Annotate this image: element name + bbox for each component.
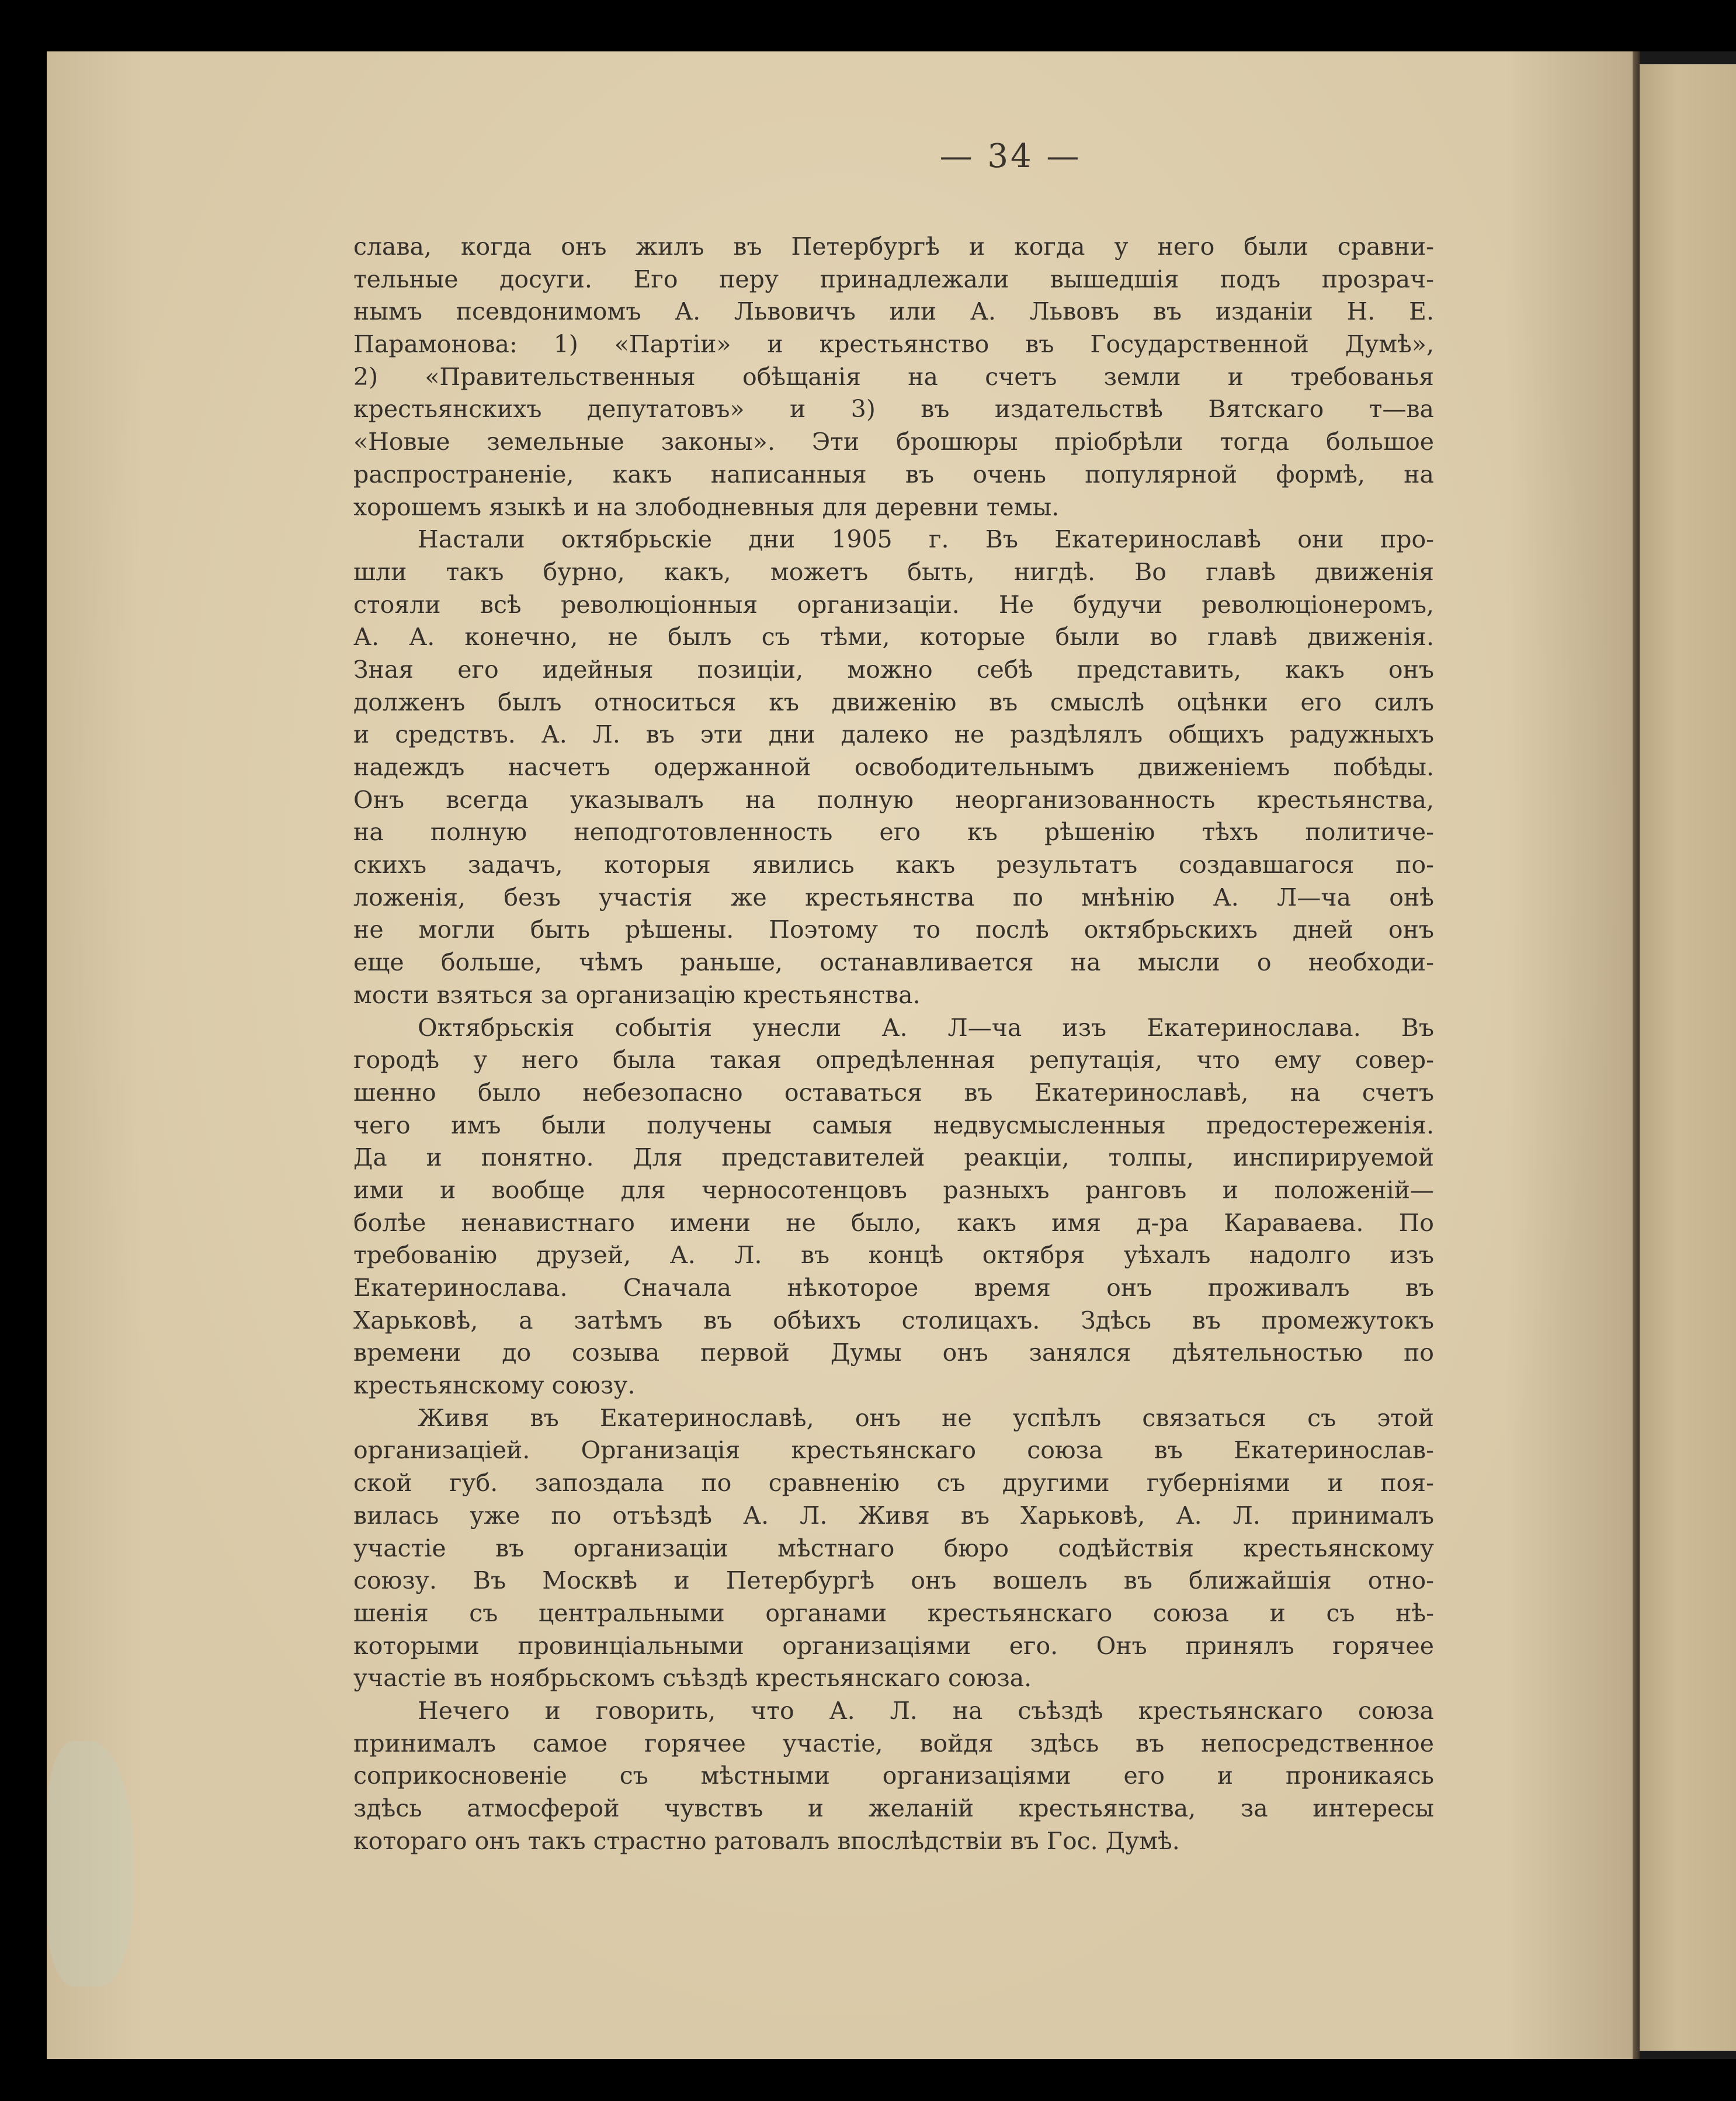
text-line: ской губ. запоздала по сравненію съ другими губерніями и поя- [353, 1469, 1434, 1497]
text-line: городѣ у него была такая опредѣленная репутація, что ему совер- [353, 1046, 1434, 1074]
text-line: надеждъ насчетъ одержанной освободительнымъ движеніемъ побѣды. [353, 753, 1434, 781]
text-line: шли такъ бурно, какъ, можетъ быть, нигдѣ. Во главѣ движенія [353, 557, 1434, 586]
text-line: крестьянскому союзу. [353, 1371, 636, 1400]
text-line: котораго онъ такъ страстно ратовалъ впослѣдствіи въ Гос. Думѣ. [353, 1826, 1180, 1855]
paragraph [353, 1695, 1434, 1857]
text-line: мости взяться за организацію крестьянства. [353, 980, 921, 1009]
text-line: Нечего и говорить, что А. Л. на съѣздѣ крестьянскаго союза [418, 1696, 1434, 1725]
text-line: еще больше, чѣмъ раньше, останавливается на мысли о необходи- [353, 948, 1434, 977]
text-line: ложенія, безъ участія же крестьянства по мнѣнію А. Л—ча онѣ [353, 883, 1434, 911]
text-line: болѣе ненавистнаго имени не было, какъ имя д-ра Караваева. По [353, 1208, 1434, 1237]
text-line: 2) «Правительственныя обѣщанія на счетъ земли и требованья [353, 362, 1434, 391]
paragraph [353, 523, 1434, 1011]
text-line: Октябрьскія событія унесли А. Л—ча изъ Екатеринослава. Въ [418, 1013, 1434, 1042]
text-line: хорошемъ языкѣ и на злободневныя для деревни темы. [353, 493, 1060, 521]
paragraph [353, 231, 1434, 523]
text-line: и средствъ. А. Л. въ эти дни далеко не раздѣлялъ общихъ радужныхъ [353, 720, 1434, 749]
text-line: участіе въ ноябрьскомъ съѣздѣ крестьянскаго союза. [353, 1664, 1032, 1693]
text-line: Екатеринослава. Сначала нѣкоторое время онъ проживалъ въ [353, 1274, 1434, 1302]
paper-stain [47, 1741, 134, 1986]
text-line: ими и вообще для черносотенцовъ разныхъ ранговъ и положеній— [353, 1176, 1434, 1204]
text-line: Онъ всегда указывалъ на полную неорганизованность крестьянства, [353, 785, 1434, 814]
text-line: требованію друзей, А. Л. въ концѣ октября уѣхалъ надолго изъ [353, 1241, 1434, 1270]
text-line: скихъ задачъ, которыя явились какъ результатъ создавшагося по- [353, 851, 1434, 879]
text-line: нымъ псевдонимомъ А. Львовичъ или А. Львовъ въ изданіи Н. Е. [353, 297, 1434, 326]
text-line: долженъ былъ относиться къ движенію въ смыслѣ оцѣнки его силъ [353, 688, 1434, 716]
page-number: — 34 — [939, 137, 1082, 175]
text-line: времени до созыва первой Думы онъ занялся дѣятельностью по [353, 1339, 1434, 1367]
text-line: стояли всѣ революціонныя организаціи. Не будучи революціонеромъ, [353, 590, 1434, 619]
text-line: слава, когда онъ жилъ въ Петербургѣ и когда у него были сравни- [353, 233, 1434, 261]
text-line: Живя въ Екатеринославѣ, онъ не успѣлъ связаться съ этой [418, 1403, 1434, 1432]
text-line: «Новые земельные законы». Эти брошюры пріобрѣли тогда большое [353, 428, 1434, 456]
text-line: чего имъ были получены самыя недвусмысленныя предостереженія. [353, 1111, 1434, 1139]
text-line: А. А. конечно, не былъ съ тѣми, которые были во главѣ движенія. [353, 623, 1434, 651]
text-line: Зная его идейныя позиціи, можно себѣ представить, какъ онъ [353, 655, 1434, 684]
text-line: крестьянскихъ депутатовъ» и 3) въ издательствѣ Вятскаго т—ва [353, 395, 1434, 424]
text-line: тельные досуги. Его перу принадлежали вышедшія подъ прозрач- [353, 265, 1434, 293]
text-line: Настали октябрьскіе дни 1905 г. Въ Екатеринославѣ они про- [418, 525, 1434, 554]
text-line: Да и понятно. Для представителей реакціи, толпы, инспирируемой [353, 1143, 1434, 1172]
text-line: соприкосновеніе съ мѣстными организаціями его и проникаясь [353, 1762, 1434, 1790]
page-fold [1633, 51, 1640, 2059]
paragraph [353, 1012, 1434, 1402]
adjacent-page-edge [1640, 64, 1736, 2051]
text-line: здѣсь атмосферой чувствъ и желаній крестьянства, за интересы [353, 1794, 1434, 1822]
text-line: участіе въ организаціи мѣстнаго бюро содѣйствія крестьянскому [353, 1534, 1434, 1562]
paragraph [353, 1402, 1434, 1695]
text-line: распространеніе, какъ написанныя въ очень популярной формѣ, на [353, 460, 1434, 488]
text-line: организаціей. Организація крестьянскаго союза въ Екатеринослав- [353, 1436, 1434, 1465]
text-line: не могли быть рѣшены. Поэтому то послѣ октябрьскихъ дней онъ [353, 916, 1434, 944]
text-line: шенно было небезопасно оставаться въ Екатеринославѣ, на счетъ [353, 1078, 1434, 1107]
body-text [353, 231, 1434, 1857]
text-line: принималъ самое горячее участіе, войдя здѣсь въ непосредственное [353, 1729, 1434, 1757]
text-line: Харьковѣ, а затѣмъ въ обѣихъ столицахъ. Здѣсь въ промежутокъ [353, 1306, 1434, 1334]
text-line: вилась уже по отъѣздѣ А. Л. Живя въ Харьковѣ, А. Л. принималъ [353, 1501, 1434, 1530]
text-line: шенія съ центральными органами крестьянскаго союза и съ нѣ- [353, 1599, 1434, 1627]
text-line: которыми провинціальными организаціями его. Онъ принялъ горячее [353, 1631, 1434, 1660]
text-line: Парамонова: 1) «Партіи» и крестьянство въ Государственной Думѣ», [353, 330, 1434, 359]
text-line: союзу. Въ Москвѣ и Петербургѣ онъ вошелъ въ ближайшія отно- [353, 1566, 1434, 1595]
text-line: на полную неподготовленность его къ рѣшенію тѣхъ политиче- [353, 818, 1434, 847]
